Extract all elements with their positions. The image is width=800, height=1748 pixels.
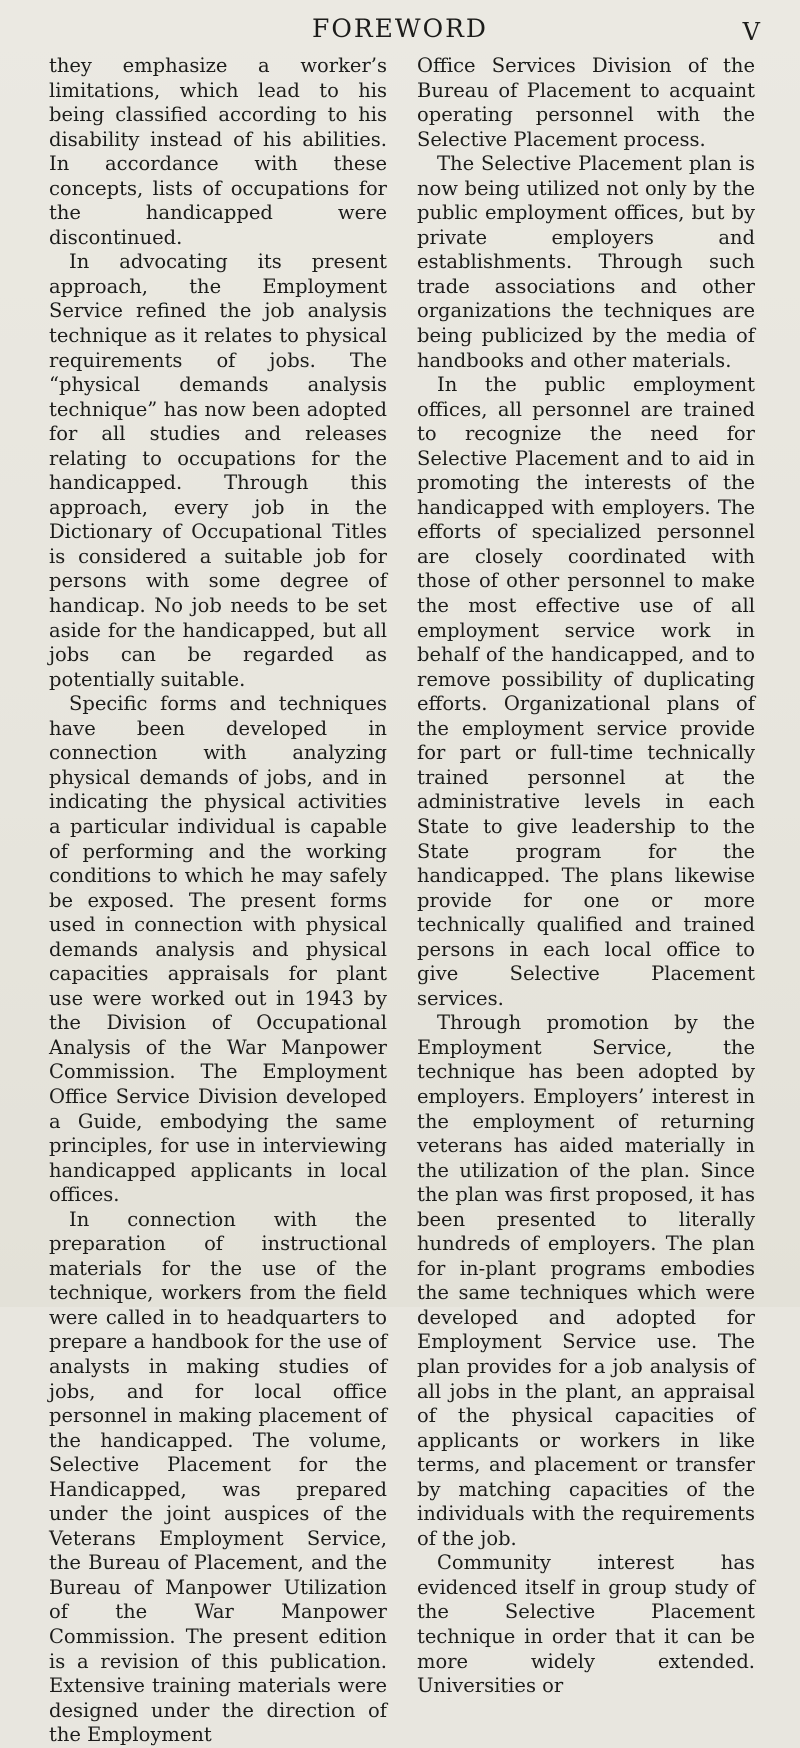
paragraph: In connection with the preparation of instructional materials for the use of the technique, workers from the field were called in to headquarters to prepare a handbook for the use of analysts in making studies of jobs, and for local office personnel in making placement of the handicapped. The volume, Selective Placement for the Handicapped, was prepared under the joint auspices of the Veterans Employment Service, the Bureau of Placement, and the Bureau of Manpower Utilization of the War Manpower Commission. The present edition is a revision of this publication. Extensive training materials were designed under the direction of the Employment: [49, 1207, 387, 1747]
page-title: FOREWORD: [312, 14, 488, 43]
paragraph: Through promotion by the Employment Service, the technique has been adopted by employers. Employers’ interest in the employment of returning veterans has aided materially in the utilization of the plan. Since the plan was first proposed, it has been presented to literally hundreds of employers. The plan for in-plant programs embodies the same techniques which were developed and adopted for Employment Service use. The plan provides for a job analysis of all jobs in the plant, an appraisal of the physical capacities of applicants or workers in like terms, and placement or transfer by matching capacities of the individuals with the requirements of the job.: [417, 1011, 755, 1550]
page-number: V: [742, 18, 760, 46]
paragraph: Specific forms and techniques have been developed in connection with analyzing physical demands of jobs, and in indicating the physical activities a particular individual is capable of performing and the working conditions to which he may safely be exposed. The present forms used in connection with physical demands analysis and physical capacities appraisals for plant use were worked out in 1943 by the Division of Occupational Analysis of the War Manpower Commission. The Employment Office Service Division developed a Guide, embodying the same principles, for use in interviewing handicapped applicants in local offices.: [49, 692, 387, 1207]
running-head: [0, 14, 800, 46]
paragraph: The Selective Placement plan is now being utilized not only by the public employment offices, but by private employers and establishments. Through such trade associations and other organizations the techniques are being publicized by the media of handbooks and other materials.: [417, 152, 755, 372]
paragraph: they emphasize a worker’s limitations, which lead to his being classified according to his disability instead of his abilities. In accordance with these concepts, lists of occupations for the handicapped were discontinued.: [49, 54, 387, 249]
paragraph: Community interest has evidenced itself in group study of the Selective Placement technique in order that it can be more widely extended. Universities or: [417, 1551, 755, 1698]
paragraph: In advocating its present approach, the Employment Service refined the job analysis technique as it relates to physical requirements of jobs. The “physical demands analysis technique” has now been adopted for all studies and releases relating to occupations for the handicapped. Through this approach, every job in the Dictionary of Occupational Titles is considered a suitable job for persons with some degree of handicap. No job needs to be set aside for the handicapped, but all jobs can be regarded as potentially suitable.: [49, 250, 387, 691]
right-column: [417, 54, 755, 1699]
paragraph: Office Services Division of the Bureau of Placement to acquaint operating personnel with the Selective Placement process.: [417, 54, 755, 151]
left-column: [49, 54, 387, 1748]
paragraph: In the public employment offices, all personnel are trained to recognize the need for Selective Placement and to aid in promoting the interests of the handicapped with employers. The efforts of specialized personnel are closely coordinated with those of other personnel to make the most effective use of all employment service work in behalf of the handicapped, and to remove possibility of duplicating efforts. Organizational plans of the employment service provide for part or full-time technically trained personnel at the administrative levels in each State to give leadership to the State program for the handicapped. The plans likewise provide for one or more technically qualified and trained persons in each local office to give Selective Placement services.: [417, 373, 755, 1010]
